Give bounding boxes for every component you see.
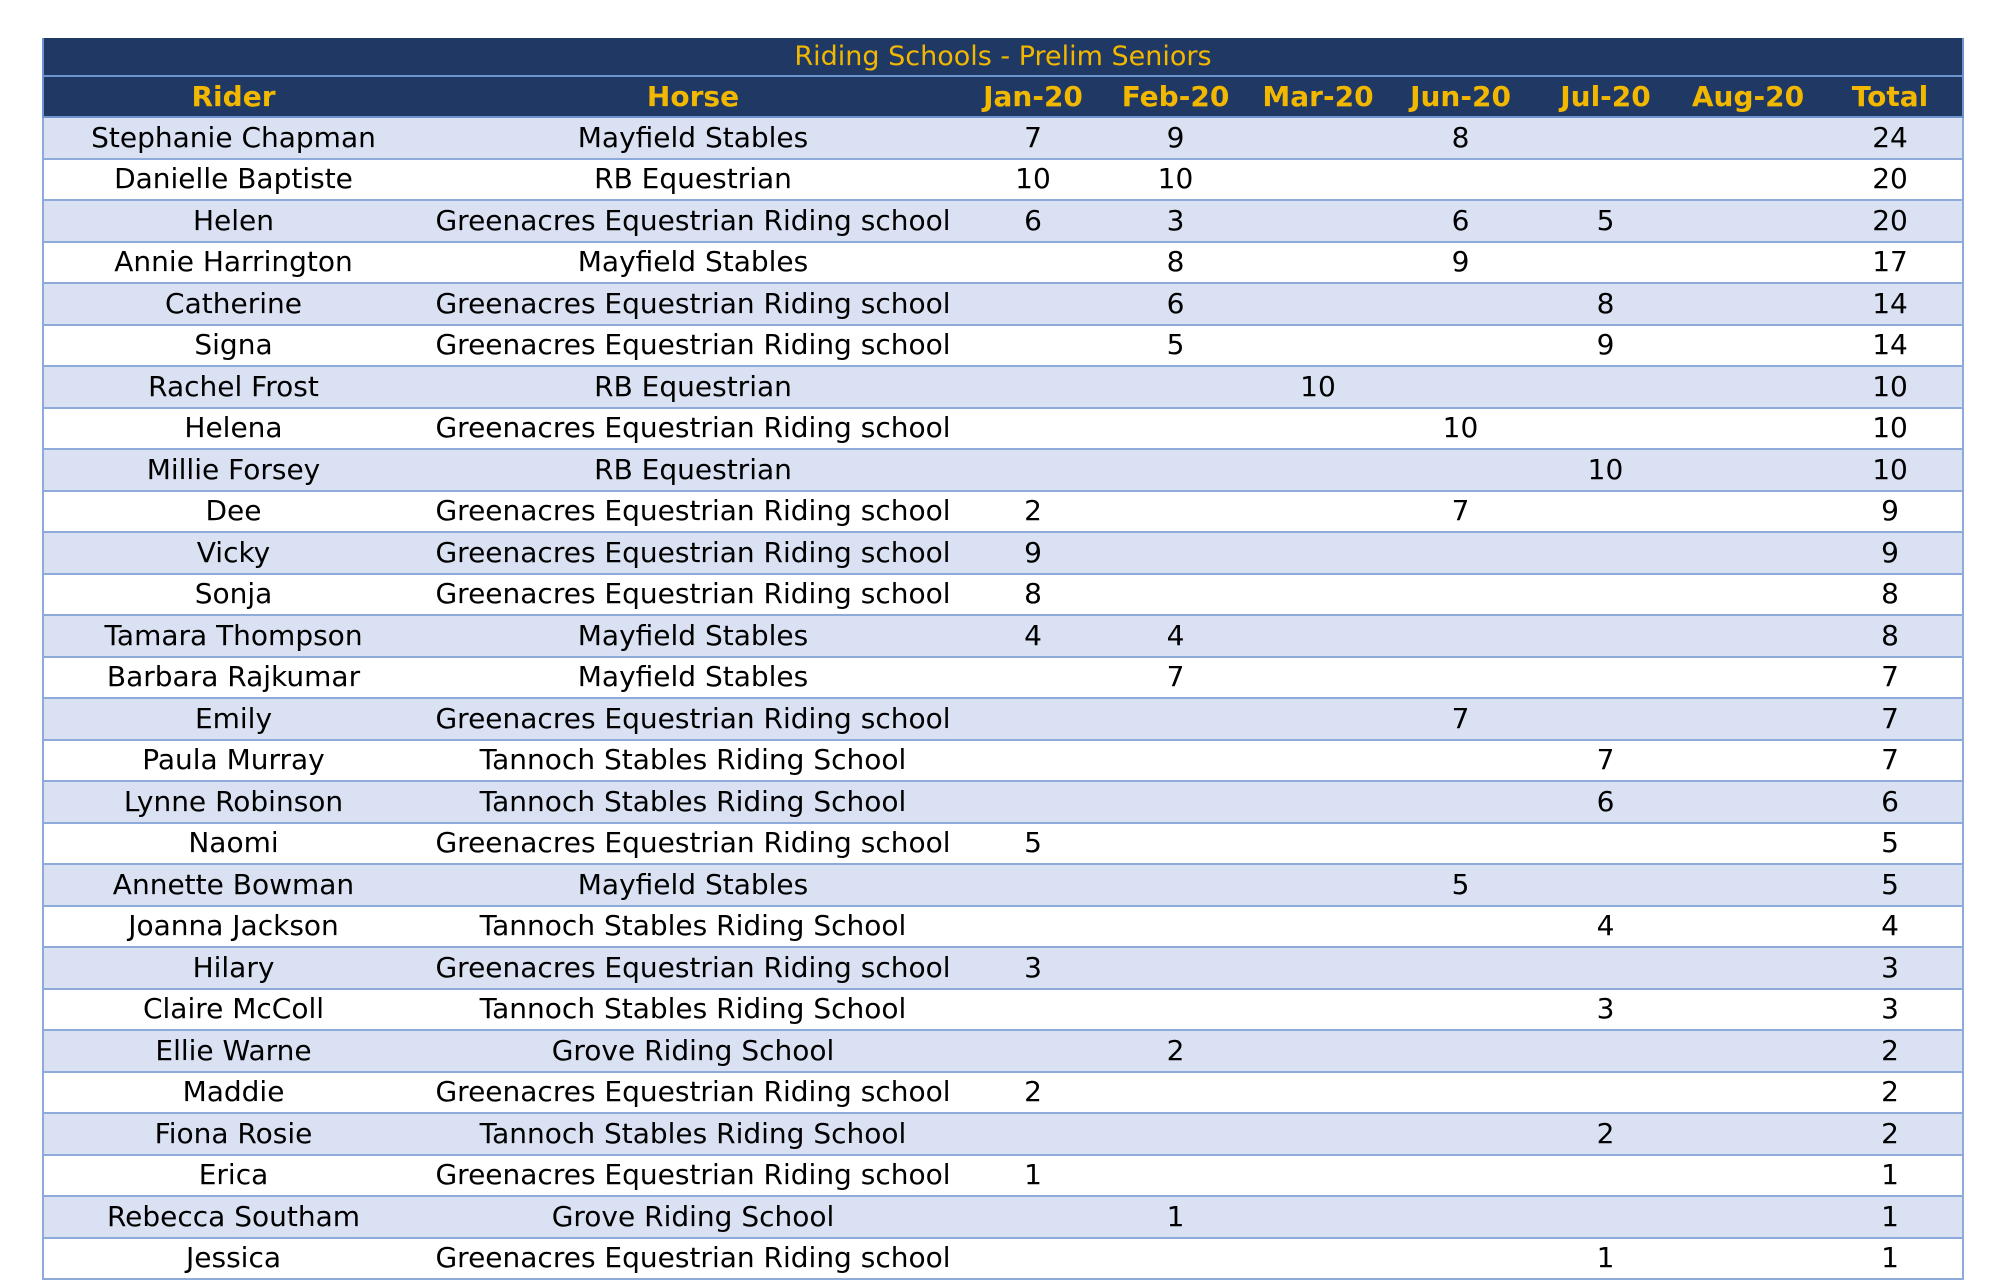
mar-20-cell	[1248, 698, 1388, 740]
jun-20-cell	[1388, 366, 1533, 408]
jul-20-cell	[1533, 615, 1678, 657]
column-header-horse: Horse	[423, 76, 963, 117]
horse-cell: RB Equestrian	[423, 366, 963, 408]
table-title: Riding Schools - Prelim Seniors	[43, 38, 1963, 76]
jun-20-cell: 7	[1388, 698, 1533, 740]
table-row	[43, 1196, 1963, 1238]
mar-20-cell	[1248, 117, 1388, 159]
feb-20-cell	[1103, 823, 1248, 865]
feb-20-cell: 10	[1103, 159, 1248, 201]
rider-cell: Paula Murray	[43, 740, 423, 782]
jun-20-cell: 6	[1388, 200, 1533, 242]
mar-20-cell	[1248, 864, 1388, 906]
jan-20-cell	[963, 698, 1103, 740]
jan-20-cell: 4	[963, 615, 1103, 657]
horse-cell: Grove Riding School	[423, 1030, 963, 1072]
mar-20-cell	[1248, 491, 1388, 533]
mar-20-cell	[1248, 1155, 1388, 1197]
aug-20-cell	[1678, 698, 1818, 740]
column-header-feb-20: Feb-20	[1103, 76, 1248, 117]
mar-20-cell	[1248, 408, 1388, 450]
horse-cell: Greenacres Equestrian Riding school	[423, 698, 963, 740]
mar-20-cell	[1248, 1238, 1388, 1280]
aug-20-cell	[1678, 947, 1818, 989]
jul-20-cell	[1533, 117, 1678, 159]
jun-20-cell	[1388, 1113, 1533, 1155]
table-row	[43, 698, 1963, 740]
jun-20-cell	[1388, 615, 1533, 657]
column-header-jun-20: Jun-20	[1388, 76, 1533, 117]
jul-20-cell	[1533, 657, 1678, 699]
total-cell: 5	[1818, 864, 1963, 906]
mar-20-cell	[1248, 615, 1388, 657]
mar-20-cell	[1248, 989, 1388, 1031]
feb-20-cell	[1103, 532, 1248, 574]
horse-cell: Greenacres Equestrian Riding school	[423, 1238, 963, 1280]
jul-20-cell	[1533, 1072, 1678, 1114]
horse-cell: Greenacres Equestrian Riding school	[423, 1155, 963, 1197]
total-cell: 10	[1818, 366, 1963, 408]
feb-20-cell	[1103, 366, 1248, 408]
mar-20-cell	[1248, 657, 1388, 699]
mar-20-cell	[1248, 532, 1388, 574]
rider-cell: Erica	[43, 1155, 423, 1197]
table-row	[43, 1238, 1963, 1280]
column-header-mar-20: Mar-20	[1248, 76, 1388, 117]
table-row	[43, 366, 1963, 408]
total-cell: 1	[1818, 1238, 1963, 1280]
mar-20-cell	[1248, 449, 1388, 491]
total-cell: 7	[1818, 698, 1963, 740]
rider-cell: Lynne Robinson	[43, 781, 423, 823]
horse-cell: Tannoch Stables Riding School	[423, 906, 963, 948]
aug-20-cell	[1678, 823, 1818, 865]
jun-20-cell: 7	[1388, 491, 1533, 533]
mar-20-cell	[1248, 781, 1388, 823]
table-row	[43, 491, 1963, 533]
rider-cell: Helena	[43, 408, 423, 450]
jan-20-cell: 2	[963, 1072, 1103, 1114]
jun-20-cell	[1388, 823, 1533, 865]
jan-20-cell	[963, 1196, 1103, 1238]
rider-cell: Rachel Frost	[43, 366, 423, 408]
jun-20-cell	[1388, 532, 1533, 574]
jan-20-cell	[963, 1113, 1103, 1155]
rider-cell: Millie Forsey	[43, 449, 423, 491]
column-header-jul-20: Jul-20	[1533, 76, 1678, 117]
jul-20-cell: 1	[1533, 1238, 1678, 1280]
aug-20-cell	[1678, 200, 1818, 242]
feb-20-cell: 9	[1103, 117, 1248, 159]
jul-20-cell	[1533, 864, 1678, 906]
horse-cell: Greenacres Equestrian Riding school	[423, 574, 963, 616]
horse-cell: Tannoch Stables Riding School	[423, 989, 963, 1031]
jul-20-cell	[1533, 698, 1678, 740]
jun-20-cell	[1388, 283, 1533, 325]
jun-20-cell	[1388, 449, 1533, 491]
jan-20-cell: 5	[963, 823, 1103, 865]
rider-cell: Vicky	[43, 532, 423, 574]
mar-20-cell	[1248, 1030, 1388, 1072]
aug-20-cell	[1678, 491, 1818, 533]
aug-20-cell	[1678, 1238, 1818, 1280]
jul-20-cell: 4	[1533, 906, 1678, 948]
total-cell: 1	[1818, 1155, 1963, 1197]
horse-cell: Greenacres Equestrian Riding school	[423, 1072, 963, 1114]
feb-20-cell	[1103, 947, 1248, 989]
rider-cell: Dee	[43, 491, 423, 533]
feb-20-cell	[1103, 698, 1248, 740]
total-cell: 1	[1818, 1196, 1963, 1238]
table-row	[43, 1072, 1963, 1114]
table-row	[43, 117, 1963, 159]
table-row	[43, 1155, 1963, 1197]
column-header-row	[43, 76, 1963, 117]
aug-20-cell	[1678, 864, 1818, 906]
table-row	[43, 159, 1963, 201]
total-cell: 7	[1818, 740, 1963, 782]
table-row	[43, 574, 1963, 616]
jun-20-cell	[1388, 740, 1533, 782]
table-row	[43, 989, 1963, 1031]
jun-20-cell: 10	[1388, 408, 1533, 450]
jan-20-cell: 10	[963, 159, 1103, 201]
aug-20-cell	[1678, 1030, 1818, 1072]
jun-20-cell: 9	[1388, 242, 1533, 284]
jan-20-cell	[963, 449, 1103, 491]
table-row	[43, 200, 1963, 242]
feb-20-cell	[1103, 740, 1248, 782]
mar-20-cell	[1248, 200, 1388, 242]
jul-20-cell	[1533, 159, 1678, 201]
jan-20-cell: 3	[963, 947, 1103, 989]
aug-20-cell	[1678, 117, 1818, 159]
feb-20-cell	[1103, 574, 1248, 616]
jul-20-cell	[1533, 532, 1678, 574]
jan-20-cell	[963, 1238, 1103, 1280]
aug-20-cell	[1678, 657, 1818, 699]
jun-20-cell	[1388, 1072, 1533, 1114]
total-cell: 8	[1818, 615, 1963, 657]
horse-cell: Mayfield Stables	[423, 864, 963, 906]
feb-20-cell	[1103, 1155, 1248, 1197]
mar-20-cell	[1248, 159, 1388, 201]
table-row	[43, 823, 1963, 865]
aug-20-cell	[1678, 1072, 1818, 1114]
jan-20-cell	[963, 325, 1103, 367]
rider-cell: Hilary	[43, 947, 423, 989]
results-table	[42, 38, 1964, 1280]
horse-cell: Greenacres Equestrian Riding school	[423, 823, 963, 865]
table-row	[43, 615, 1963, 657]
total-cell: 10	[1818, 408, 1963, 450]
total-cell: 7	[1818, 657, 1963, 699]
total-cell: 6	[1818, 781, 1963, 823]
jan-20-cell	[963, 906, 1103, 948]
horse-cell: Greenacres Equestrian Riding school	[423, 408, 963, 450]
rider-cell: Emily	[43, 698, 423, 740]
jun-20-cell	[1388, 947, 1533, 989]
jan-20-cell	[963, 657, 1103, 699]
total-cell: 9	[1818, 532, 1963, 574]
feb-20-cell: 5	[1103, 325, 1248, 367]
jan-20-cell: 1	[963, 1155, 1103, 1197]
jun-20-cell	[1388, 159, 1533, 201]
rider-cell: Danielle Baptiste	[43, 159, 423, 201]
feb-20-cell	[1103, 449, 1248, 491]
aug-20-cell	[1678, 574, 1818, 616]
table-row	[43, 947, 1963, 989]
horse-cell: Tannoch Stables Riding School	[423, 740, 963, 782]
feb-20-cell	[1103, 989, 1248, 1031]
jan-20-cell	[963, 781, 1103, 823]
rider-cell: Joanna Jackson	[43, 906, 423, 948]
horse-cell: Greenacres Equestrian Riding school	[423, 532, 963, 574]
jun-20-cell: 8	[1388, 117, 1533, 159]
column-header-rider: Rider	[43, 76, 423, 117]
feb-20-cell: 2	[1103, 1030, 1248, 1072]
total-cell: 8	[1818, 574, 1963, 616]
total-cell: 3	[1818, 989, 1963, 1031]
rider-cell: Fiona Rosie	[43, 1113, 423, 1155]
horse-cell: Mayfield Stables	[423, 615, 963, 657]
jul-20-cell	[1533, 366, 1678, 408]
total-cell: 10	[1818, 449, 1963, 491]
horse-cell: Tannoch Stables Riding School	[423, 781, 963, 823]
mar-20-cell	[1248, 947, 1388, 989]
jul-20-cell: 3	[1533, 989, 1678, 1031]
mar-20-cell: 10	[1248, 366, 1388, 408]
jul-20-cell	[1533, 574, 1678, 616]
aug-20-cell	[1678, 781, 1818, 823]
column-header-total: Total	[1818, 76, 1963, 117]
feb-20-cell: 8	[1103, 242, 1248, 284]
jan-20-cell	[963, 1030, 1103, 1072]
rider-cell: Claire McColl	[43, 989, 423, 1031]
jan-20-cell	[963, 864, 1103, 906]
total-cell: 5	[1818, 823, 1963, 865]
rider-cell: Naomi	[43, 823, 423, 865]
jul-20-cell: 7	[1533, 740, 1678, 782]
feb-20-cell: 7	[1103, 657, 1248, 699]
jul-20-cell	[1533, 491, 1678, 533]
jun-20-cell	[1388, 1155, 1533, 1197]
jun-20-cell	[1388, 1238, 1533, 1280]
aug-20-cell	[1678, 1155, 1818, 1197]
horse-cell: Greenacres Equestrian Riding school	[423, 491, 963, 533]
feb-20-cell: 1	[1103, 1196, 1248, 1238]
jan-20-cell	[963, 283, 1103, 325]
jan-20-cell: 9	[963, 532, 1103, 574]
jan-20-cell	[963, 989, 1103, 1031]
aug-20-cell	[1678, 242, 1818, 284]
aug-20-cell	[1678, 615, 1818, 657]
feb-20-cell	[1103, 1072, 1248, 1114]
table-row	[43, 283, 1963, 325]
horse-cell: Greenacres Equestrian Riding school	[423, 283, 963, 325]
rider-cell: Barbara Rajkumar	[43, 657, 423, 699]
total-cell: 14	[1818, 283, 1963, 325]
table-row	[43, 906, 1963, 948]
table-body	[43, 117, 1963, 1279]
total-cell: 20	[1818, 200, 1963, 242]
rider-cell: Sonja	[43, 574, 423, 616]
rider-cell: Helen	[43, 200, 423, 242]
aug-20-cell	[1678, 740, 1818, 782]
jan-20-cell	[963, 408, 1103, 450]
table-row	[43, 408, 1963, 450]
horse-cell: Mayfield Stables	[423, 657, 963, 699]
rider-cell: Catherine	[43, 283, 423, 325]
jun-20-cell	[1388, 574, 1533, 616]
table-row	[43, 657, 1963, 699]
total-cell: 14	[1818, 325, 1963, 367]
feb-20-cell	[1103, 864, 1248, 906]
aug-20-cell	[1678, 1113, 1818, 1155]
aug-20-cell	[1678, 325, 1818, 367]
jan-20-cell	[963, 740, 1103, 782]
aug-20-cell	[1678, 283, 1818, 325]
horse-cell: Greenacres Equestrian Riding school	[423, 947, 963, 989]
total-cell: 9	[1818, 491, 1963, 533]
mar-20-cell	[1248, 325, 1388, 367]
jul-20-cell	[1533, 408, 1678, 450]
horse-cell: RB Equestrian	[423, 159, 963, 201]
feb-20-cell	[1103, 781, 1248, 823]
total-cell: 17	[1818, 242, 1963, 284]
aug-20-cell	[1678, 408, 1818, 450]
table-row	[43, 1113, 1963, 1155]
horse-cell: Tannoch Stables Riding School	[423, 1113, 963, 1155]
rider-cell: Tamara Thompson	[43, 615, 423, 657]
aug-20-cell	[1678, 906, 1818, 948]
horse-cell: Greenacres Equestrian Riding school	[423, 325, 963, 367]
jul-20-cell: 8	[1533, 283, 1678, 325]
jul-20-cell: 2	[1533, 1113, 1678, 1155]
jul-20-cell	[1533, 1030, 1678, 1072]
horse-cell: RB Equestrian	[423, 449, 963, 491]
horse-cell: Greenacres Equestrian Riding school	[423, 200, 963, 242]
total-cell: 4	[1818, 906, 1963, 948]
jan-20-cell	[963, 366, 1103, 408]
jan-20-cell: 2	[963, 491, 1103, 533]
mar-20-cell	[1248, 1113, 1388, 1155]
jul-20-cell	[1533, 1155, 1678, 1197]
table-row	[43, 740, 1963, 782]
mar-20-cell	[1248, 906, 1388, 948]
jul-20-cell	[1533, 947, 1678, 989]
mar-20-cell	[1248, 1072, 1388, 1114]
aug-20-cell	[1678, 1196, 1818, 1238]
feb-20-cell	[1103, 408, 1248, 450]
rider-cell: Maddie	[43, 1072, 423, 1114]
table-row	[43, 449, 1963, 491]
jul-20-cell: 9	[1533, 325, 1678, 367]
jan-20-cell	[963, 242, 1103, 284]
rider-cell: Signa	[43, 325, 423, 367]
aug-20-cell	[1678, 449, 1818, 491]
jan-20-cell: 7	[963, 117, 1103, 159]
total-cell: 2	[1818, 1072, 1963, 1114]
mar-20-cell	[1248, 283, 1388, 325]
jul-20-cell: 6	[1533, 781, 1678, 823]
total-cell: 3	[1818, 947, 1963, 989]
table-title-row	[43, 38, 1963, 76]
jun-20-cell	[1388, 781, 1533, 823]
rider-cell: Annie Harrington	[43, 242, 423, 284]
horse-cell: Mayfield Stables	[423, 117, 963, 159]
aug-20-cell	[1678, 532, 1818, 574]
jun-20-cell	[1388, 1196, 1533, 1238]
rider-cell: Jessica	[43, 1238, 423, 1280]
jan-20-cell: 8	[963, 574, 1103, 616]
mar-20-cell	[1248, 574, 1388, 616]
jun-20-cell	[1388, 325, 1533, 367]
feb-20-cell	[1103, 906, 1248, 948]
feb-20-cell: 4	[1103, 615, 1248, 657]
column-header-jan-20: Jan-20	[963, 76, 1103, 117]
total-cell: 2	[1818, 1030, 1963, 1072]
jul-20-cell: 10	[1533, 449, 1678, 491]
feb-20-cell: 6	[1103, 283, 1248, 325]
jul-20-cell: 5	[1533, 200, 1678, 242]
feb-20-cell	[1103, 491, 1248, 533]
jun-20-cell	[1388, 1030, 1533, 1072]
table-row	[43, 325, 1963, 367]
jun-20-cell: 5	[1388, 864, 1533, 906]
feb-20-cell: 3	[1103, 200, 1248, 242]
feb-20-cell	[1103, 1113, 1248, 1155]
spreadsheet-table-container	[42, 38, 1962, 1280]
table-row	[43, 781, 1963, 823]
jun-20-cell	[1388, 906, 1533, 948]
table-row	[43, 242, 1963, 284]
aug-20-cell	[1678, 159, 1818, 201]
rider-cell: Rebecca Southam	[43, 1196, 423, 1238]
rider-cell: Ellie Warne	[43, 1030, 423, 1072]
rider-cell: Annette Bowman	[43, 864, 423, 906]
mar-20-cell	[1248, 823, 1388, 865]
total-cell: 2	[1818, 1113, 1963, 1155]
total-cell: 24	[1818, 117, 1963, 159]
jul-20-cell	[1533, 823, 1678, 865]
jun-20-cell	[1388, 989, 1533, 1031]
column-header-aug-20: Aug-20	[1678, 76, 1818, 117]
aug-20-cell	[1678, 989, 1818, 1031]
jun-20-cell	[1388, 657, 1533, 699]
jul-20-cell	[1533, 242, 1678, 284]
horse-cell: Grove Riding School	[423, 1196, 963, 1238]
table-row	[43, 864, 1963, 906]
table-row	[43, 1030, 1963, 1072]
total-cell: 20	[1818, 159, 1963, 201]
aug-20-cell	[1678, 366, 1818, 408]
mar-20-cell	[1248, 740, 1388, 782]
feb-20-cell	[1103, 1238, 1248, 1280]
mar-20-cell	[1248, 242, 1388, 284]
horse-cell: Mayfield Stables	[423, 242, 963, 284]
jan-20-cell: 6	[963, 200, 1103, 242]
table-row	[43, 532, 1963, 574]
jul-20-cell	[1533, 1196, 1678, 1238]
rider-cell: Stephanie Chapman	[43, 117, 423, 159]
mar-20-cell	[1248, 1196, 1388, 1238]
